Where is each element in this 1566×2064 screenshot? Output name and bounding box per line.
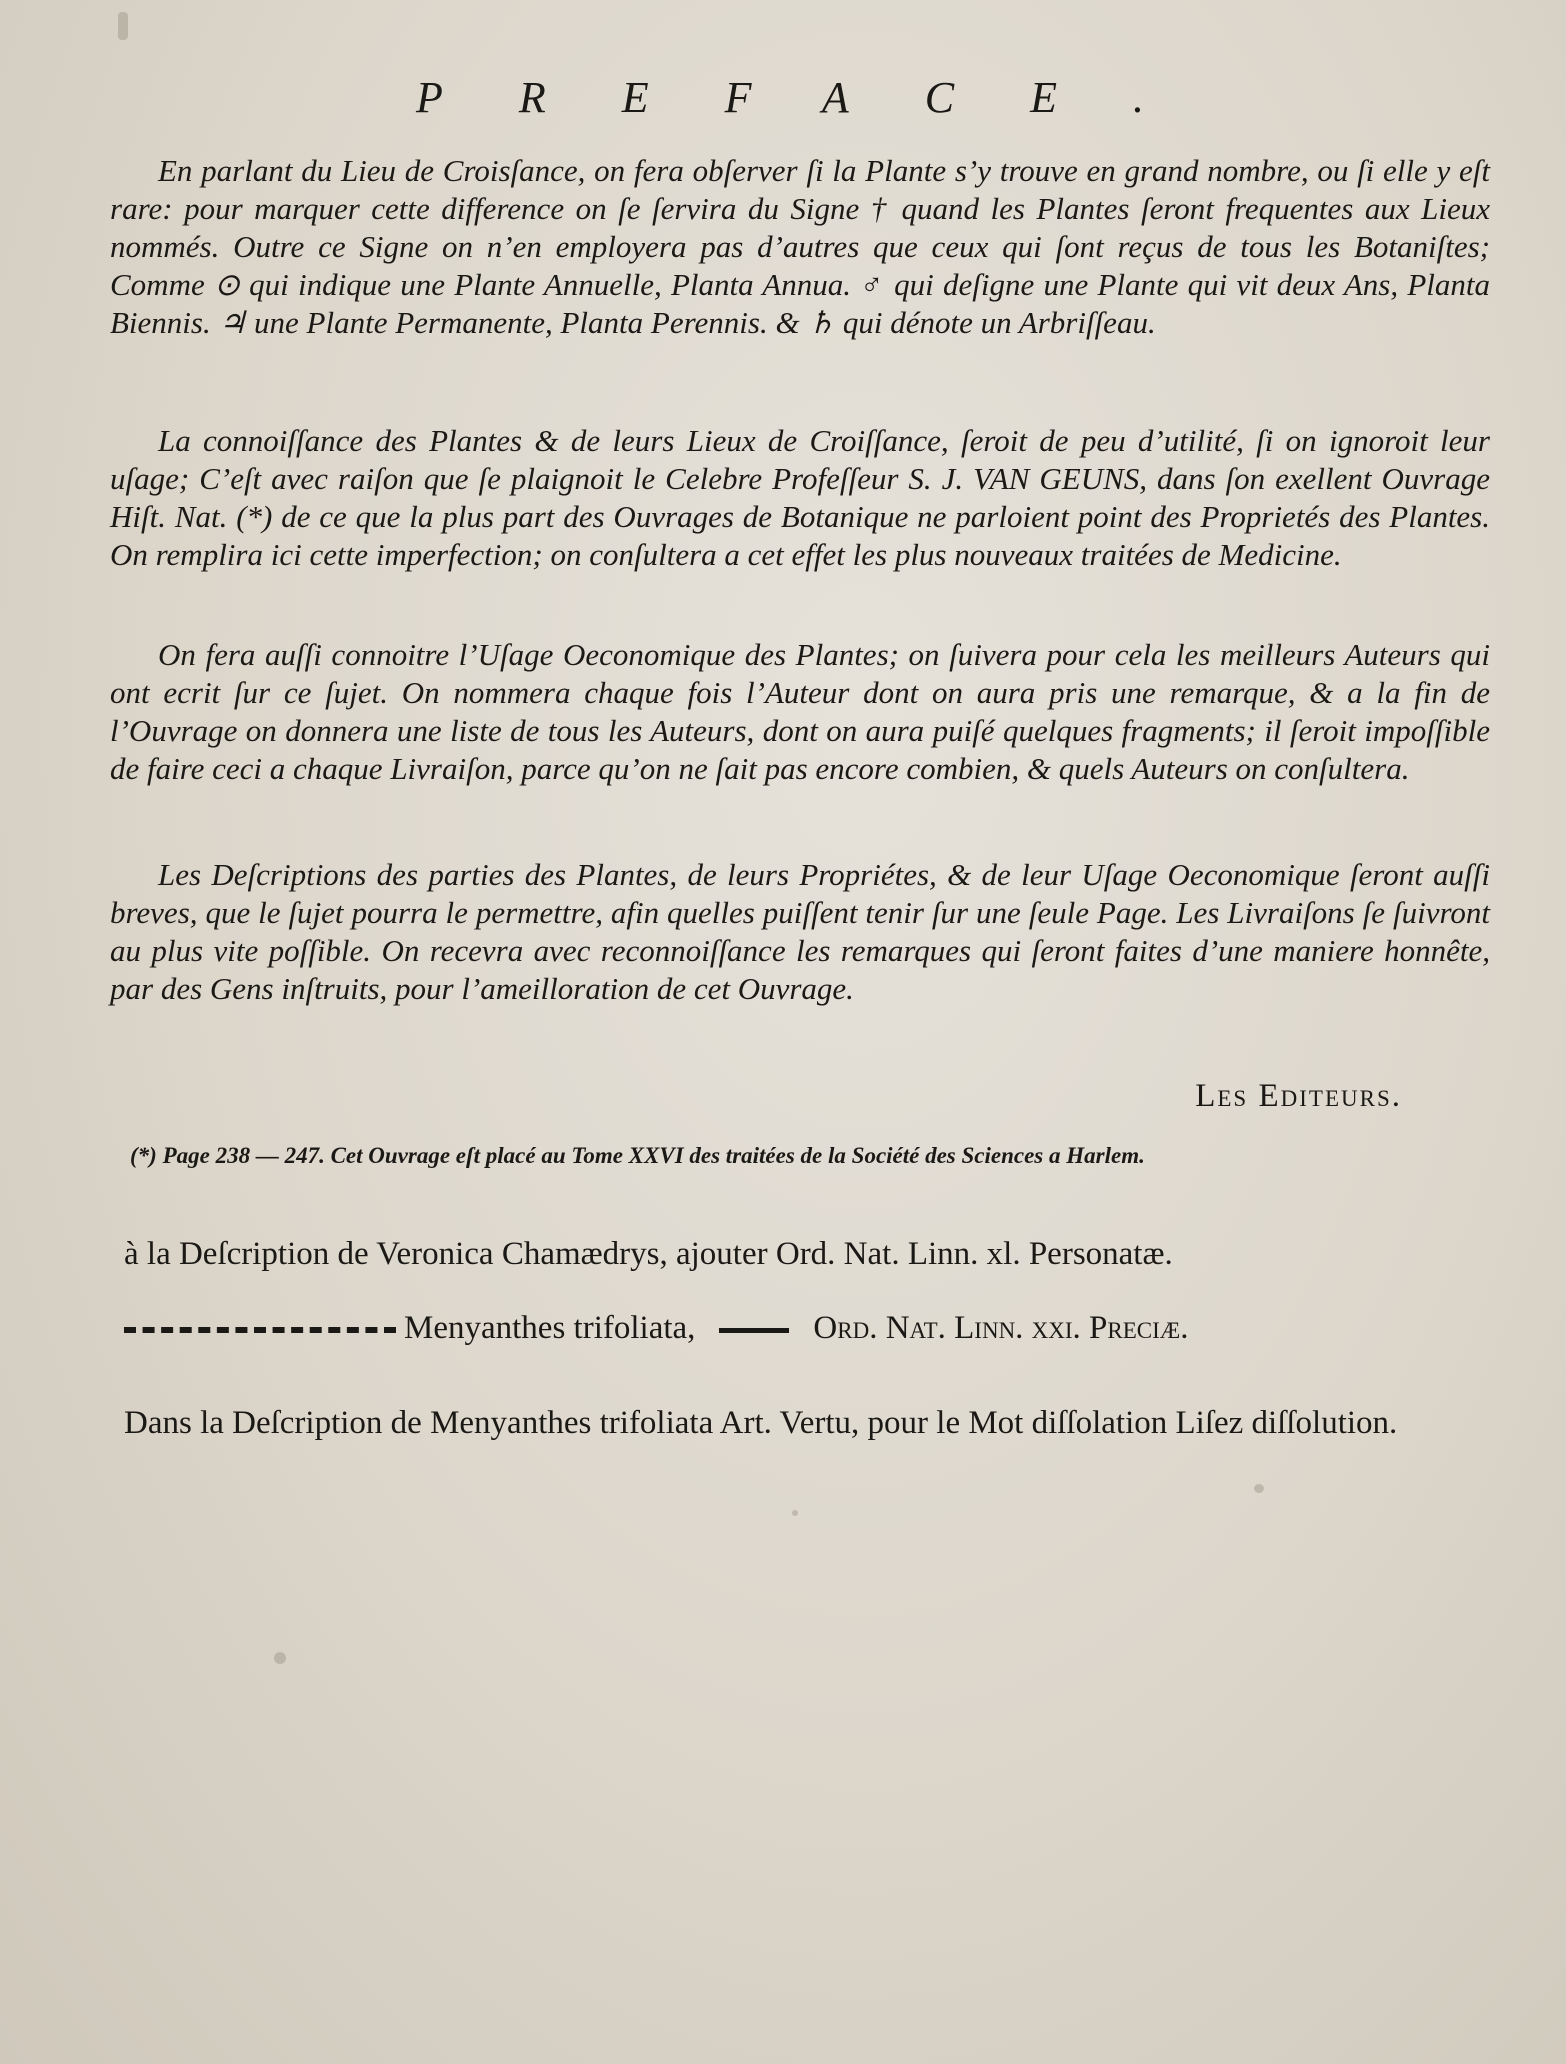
page-title: PREFACE. bbox=[416, 73, 1220, 122]
paragraph-plant-properties: La connoiſſance des Plantes & de leurs Lieux de Croiſſance, ſeroit de peu d’utilité, ſi on ignoroit leur uſage; C’eſt avec raiſon que ſe plaignoit le Celebre Profeſſeur S. J. VAN GEUNS, dans ſon exellent Ouvrage Hiſt. Nat. (*) de ce que la plus part des Ouvrages de Botanique ne parloient point des Proprietés des Plantes. On remplira ici cette imperfection; on conſultera a cet effet les plus nouveaux traitées de Medicine. bbox=[110, 423, 1490, 572]
paragraph-descriptions: Les Deſcriptions des parties des Plantes, de leurs Propriétes, & de leur Uſage Oeconomique ſeront auſſi breves, que le ſujet pourra le permettre, afin quelles puiſſent tenir ſur une ſeule Page. Les Livraiſons ſe ſuivront au plus vite poſſible. On recevra avec reconnoiſſance les remarques qui ſeront faites d’une maniere honnête, par des Gens inſtruits, pour l’ameilloration de cet Ouvrage. bbox=[110, 857, 1490, 1006]
editors-signature: Les Editeurs. bbox=[1195, 1078, 1402, 1114]
footnote: (*) Page 238 — 247. Cet Ouvrage eſt placé au Tome XXVI des traitées de la Société des Sciences a Harlem. bbox=[130, 1143, 1145, 1168]
ink-spot bbox=[792, 1510, 798, 1516]
errata-menyanthes-virtue: Dans la Deſcription de Menyanthes trifoliata Art. Vertu, pour le Mot diſſolation Liſez diſſolution. bbox=[124, 1405, 1398, 1441]
ink-spot bbox=[118, 12, 128, 40]
errata-veronica: à la Deſcription de Veronica Chamædrys, ajouter Ord. Nat. Linn. xl. Personatæ. bbox=[124, 1236, 1173, 1272]
paragraph-growth-location: En parlant du Lieu de Croisſance, on fera obſerver ſi la Plante s’y trouve en grand nombre, ou ſi elle y eſt rare: pour marquer cette difference on ſe ſervira du Signe † quand les Plantes ſeront frequentes aux Lieux nommés. Outre ce Signe on n’en employera pas d’autres que ceux qui ſont reçus de tous les Botaniſtes; Comme ⊙ qui indique une Plante Annuelle, Planta Annua. ♂ qui deſigne une Plante qui vit deux Ans, Planta Biennis. ♃ une Plante Permanente, Planta Perennis. & ♄ qui dénote un Arbriſſeau. bbox=[110, 153, 1490, 340]
errata-order-text: Ord. Nat. Linn. xxi. Preciæ. bbox=[813, 1310, 1189, 1346]
ink-spot bbox=[1254, 1484, 1264, 1493]
errata-plant-name: Menyanthes trifoliata, bbox=[404, 1310, 696, 1346]
ditto-rule-long bbox=[124, 1327, 396, 1333]
paragraph-economic-use: On fera auſſi connoitre l’Uſage Oeconomique des Plantes; on ſuivera pour cela les meilleurs Auteurs qui ont ecrit ſur ce ſujet. On nommera chaque fois l’Auteur dont on aura pris une remarque, & a la fin de l’Ouvrage on donnera une liste de tous les Auteurs, dont on aura puiſé quelques fragments; il ſeroit impoſſible de faire ceci a chaque Livraiſon, parce qu’on ne ſait pas encore combien, & quels Auteurs on conſultera. bbox=[110, 637, 1490, 786]
errata-menyanthes-order bbox=[124, 1310, 1189, 1347]
ditto-rule-short bbox=[719, 1328, 789, 1333]
show-through-text bbox=[120, 1560, 1500, 2040]
